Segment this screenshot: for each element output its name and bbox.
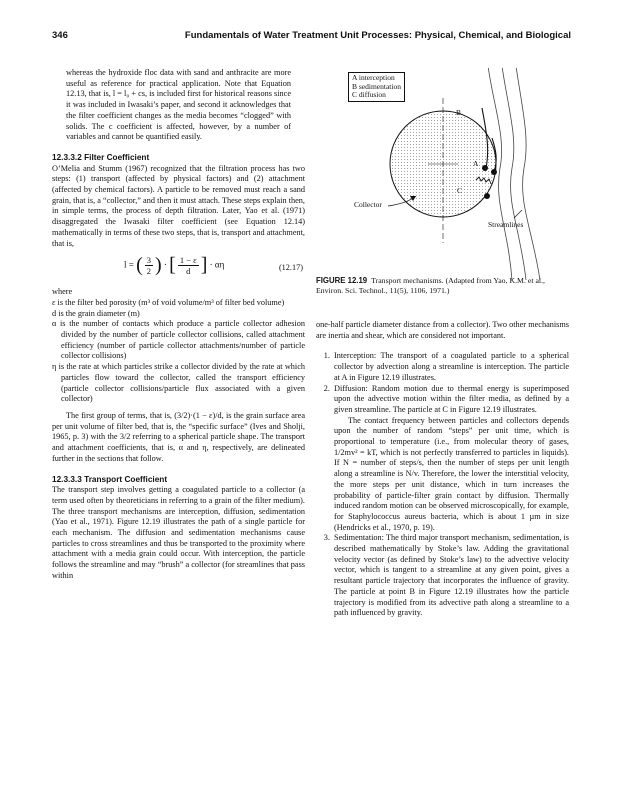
figure-caption-text: Transport mechanisms. (Adapted from Yao, K.M. et al., Environ. Sci. Technol., 11(5), 1106, 1971.) — [316, 276, 545, 295]
diffusion-detail-paragraph: The contact frequency between particles and collectors depends upon the number of random “steps” per unit time, which is proportional to temperature (i.e., from molecular theory of gases, 1/2mv² = kT, which is not perfectly transferred to particles in liquids). If N = number of steps/s, then the number of steps per unit length along a streamline is N/v. Therefore, the lower the interstitial velocity, the more steps per unit distance, which in turn increases the probability of particle-filter grain contact by diffusion. Thermally induced random motion can be observed microscopically, for example, for Staphylococcus aureus bacteria, which is about 1 µm in size (Hendricks et al., 1970, p. 19). — [334, 415, 569, 532]
eq-fraction-2: $\frac{1 - \varepsilon}{d}$ — [179, 255, 197, 277]
intro-paragraph: whereas the hydroxide floc data with sand and anthracite are more useful as reference for practical application. Note that Equation 12.13, that is, l = l₀ + cs, is included first for historical reasons since it was included in Iwasaki’s paper, and second it acknowledges that the filter coefficient changes as the media becomes “clogged” with solids. The c coefficient is affected, however, by a number of variables and cannot be quantified easily. — [66, 68, 291, 142]
label-collector: Collector — [354, 200, 382, 209]
figure-caption-label: FIGURE 12.19 — [316, 276, 368, 285]
legend-item: A interception — [352, 73, 395, 82]
label-a: A — [473, 159, 479, 168]
streamline — [516, 68, 540, 280]
transport-mechanism-list — [316, 351, 569, 619]
transport-coefficient-paragraph: The transport step involves getting a coagulated particle to a collector (a term used often by theoreticians in referring to a grain of the filter medium). The three transport mechanisms are interception, diffusion, sedimentation (Yao et al., 1971). Figure 12.19 illustrates the path of a single particle for each mechanism. The diffusion and sedimentation mechanisms cause particles to cross streamlines and thus be transported to the proximity where attachment with a media grain could occur. With interception, the particle follows the streamline and may “brush” a collector (for streamlines that pass within — [52, 485, 305, 580]
figure-caption — [316, 276, 569, 296]
where-label: where — [52, 287, 73, 297]
list-item-sedimentation: 3. Sedimentation: The third major transport mechanism, sedimentation, is described mathematically by Stoke’s law. Adding the gravitational velocity vector (as defined by Stoke’s law) to the advective velocity vector, which is tangent to a streamline at any given point, gives a resultant particle trajectory that incorporates the influence of gravity. The particle at point B in Figure 12.19 illustrates how the particle trajectory is modified from its advective path along a streamline to a path influenced by gravity. — [332, 533, 569, 619]
equation-12-17: l = ( $\frac{3}{2}$ ) · [ $\frac{1 - \varepsilon}{d}$ ] · αη (12.17) — [124, 254, 303, 277]
figure-legend — [348, 72, 405, 102]
definition-item: ε is the filter bed porosity (m³ of void volume/m³ of filter bed volume) — [52, 297, 285, 307]
eq-lhs: l = — [124, 259, 134, 270]
eq-paren-close: ) — [155, 254, 162, 277]
label-c: C — [457, 186, 463, 195]
eq-bracket-open: [ — [169, 254, 176, 277]
particle-a — [491, 169, 497, 175]
section-heading-transport-coefficient: 12.3.3.3 Transport Coefficient — [52, 474, 168, 484]
continued-paragraph: one-half particle diameter distance from a collector). Two other mechanisms are inertia and shear, which are considered not important. — [316, 320, 569, 340]
list-item-interception: 1. Interception: The transport of a coagulated particle to a spherical collector by advection along a streamline is interception. The particle at A in Figure 12.19 illustrates. — [332, 351, 569, 383]
definition-item: d is the grain diameter (m) — [52, 308, 140, 318]
eq-bracket-close: ] — [200, 254, 208, 277]
eq-paren-open: ( — [136, 254, 143, 277]
right-column — [316, 320, 569, 619]
section-heading-filter-coefficient: 12.3.3.2 Filter Coefficient — [52, 152, 150, 162]
page-number: 346 — [52, 30, 68, 41]
running-header — [52, 30, 571, 44]
eq-fraction-1: $\frac{3}{2}$ — [146, 255, 151, 277]
definition-item: η is the rate at which particles strike a collector divided by the rate at which particles flow toward the collector, called the transport efficiency (particle collector collisions/particle flux associated with a given collector) — [52, 362, 305, 404]
filter-coefficient-paragraph: O’Melia and Stumm (1967) recognized that the filtration process has two steps: (1) transport (affected by physical factors) and (2) attachment (affected by chemical factors). A particle to be removed must reach a sand grain, that is, a “collector,” and then it must attach. These steps explain then, in simple terms, the process of depth filtration. Later, Yao et al. (1971) disaggregated the Iwasaki filter coefficient (see Equation 12.14) mathematically in terms of these two steps, that is, transport and attachment, that is, — [52, 163, 305, 248]
particle-b — [482, 165, 488, 171]
equation-number: (12.17) — [278, 263, 303, 273]
definitions-list — [52, 298, 305, 405]
list-item-diffusion: 2. Diffusion: Random motion due to thermal energy is superimposed upon the advective motion within the filter media, as defined by a given streamline. The particle at C in Figure 12.19 illustrates. The contact frequency between particles and collectors depends upon the number of random “steps” per unit time, which is proportional to temperature (i.e., from molecular theory of gases, 1/2mv² = kT, which is not perfectly transferred to particles in liquids). If N = number of steps/s, then the number of steps per unit length along a streamline is N/v. Therefore, the lower the interstitial velocity, the more steps per unit distance, which in turn increases the probability of particle-filter grain contact by diffusion. Thermally induced random motion can be observed microscopically, for example, for Staphylococcus aureus bacteria, which is about 1 µm in size (Hendricks et al., 1970, p. 19). — [332, 384, 569, 534]
specific-surface-paragraph: The first group of terms, that is, (3/2)·(1 − ε)/d, is the grain surface area per unit volume of filter bed, that is, the “specific surface” (Ives and Sholji, 1965, p. 3) with the 3/2 referring to a spherical particle shape. The transport and attachment coefficients, that is, α and η, respectively, are delineated further in the sections that follow. — [52, 410, 305, 463]
particle-c — [484, 193, 490, 199]
streamlines-pointer — [514, 210, 522, 218]
running-title: Fundamentals of Water Treatment Unit Processes: Physical, Chemical, and Biological — [184, 30, 571, 41]
legend-item: C diffusion — [352, 90, 386, 100]
eq-rhs: · αη — [209, 259, 225, 270]
legend-item: B sedimentation — [352, 81, 401, 91]
definition-item: α is the number of contacts which produce a particle collector adhesion divided by the number of particle collector collisions, called attachment efficiency (number of particle collector attachments/number of particle collector collisions) — [52, 319, 305, 361]
left-column — [52, 68, 305, 582]
label-b: B — [456, 108, 462, 117]
label-streamlines: Streamlines — [488, 220, 524, 229]
streamline — [502, 68, 526, 280]
